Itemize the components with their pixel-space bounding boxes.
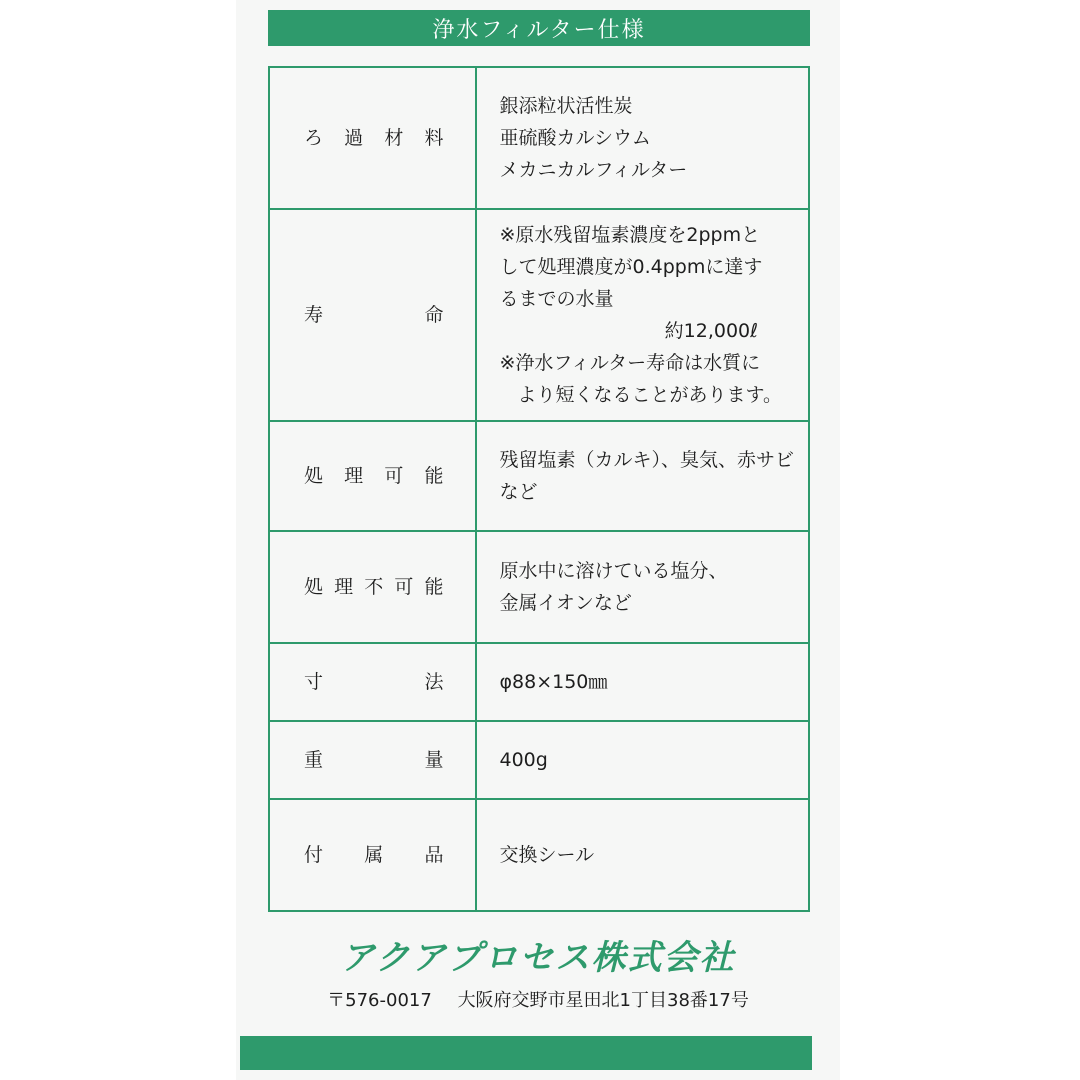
bottom-bar	[240, 1036, 812, 1070]
row-value-dimensions: φ88×150㎜	[476, 643, 809, 721]
row-value-weight: 400g	[476, 721, 809, 799]
row-value-accessories: 交換シール	[476, 799, 809, 911]
street-address: 大阪府交野市星田北1丁目38番17号	[457, 990, 749, 1011]
table-row	[269, 67, 809, 209]
table-row	[269, 209, 809, 421]
row-label-not-removable: 処理不可能	[304, 576, 446, 598]
row-label-accessories: 付属品	[304, 844, 446, 866]
row-value-filter-material: 銀添粒状活性炭 亜硫酸カルシウム メカニカルフィルター	[476, 67, 809, 209]
page-title: 浄水フィルター仕様	[268, 10, 810, 46]
postal-code: 〒576-0017	[327, 990, 432, 1011]
table-row	[269, 421, 809, 531]
spec-table	[268, 66, 810, 912]
table-row	[269, 721, 809, 799]
row-value-lifespan: ※原水残留塩素濃度を2ppmと して処理濃度が0.4ppmに達す るまでの水量 約12,000ℓ ※浄水フィルター寿命は水質に より短くなることがあります。	[476, 209, 809, 421]
row-value-removable: 残留塩素（カルキ）、臭気、赤サビ など	[476, 421, 809, 531]
table-row	[269, 799, 809, 911]
row-value-not-removable: 原水中に溶けている塩分、 金属イオンなど	[476, 531, 809, 643]
row-label-filter-material: ろ過材料	[304, 127, 446, 149]
table-row	[269, 531, 809, 643]
row-label-dimensions: 寸法	[304, 671, 446, 693]
row-label-weight: 重量	[304, 749, 446, 771]
table-row	[269, 643, 809, 721]
company-name: アクアプロセス株式会社	[340, 938, 736, 978]
row-label-removable: 処理可能	[304, 465, 446, 487]
address	[236, 986, 840, 1012]
row-label-lifespan: 寿命	[304, 304, 446, 326]
